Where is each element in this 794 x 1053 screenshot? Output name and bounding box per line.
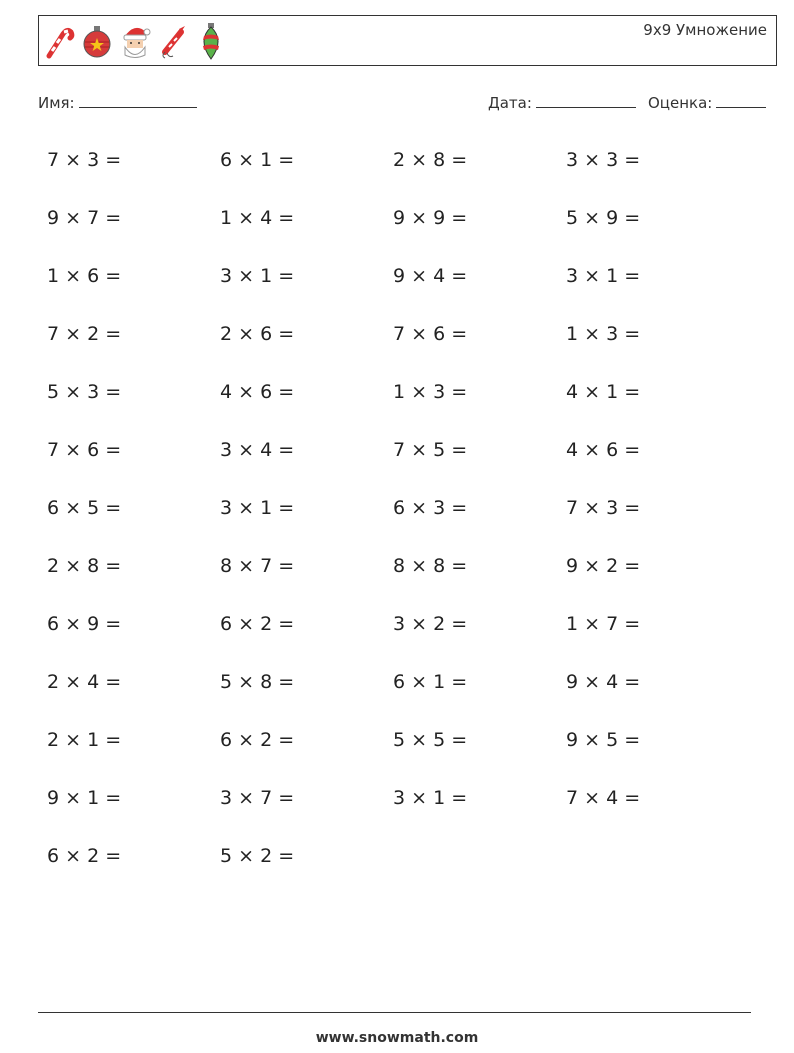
problem-item: 2 × 1 = [47,729,122,751]
name-blank[interactable] [79,94,197,108]
name-label: Имя: [38,94,75,112]
score-label: Оценка: [648,94,713,112]
problem-item: 3 × 1 = [220,265,295,287]
problem-item: 5 × 3 = [47,381,122,403]
footer-url: www.snowmath.com [315,1030,479,1046]
problem-item: 1 × 7 = [566,613,641,635]
header-icons [43,20,227,62]
problem-item: 9 × 4 = [566,671,641,693]
candy-cane-icon [43,22,75,60]
problem-item: 1 × 4 = [220,207,295,229]
problem-item: 3 × 4 = [220,439,295,461]
problem-item: 5 × 9 = [566,207,641,229]
problem-item: 2 × 6 = [220,323,295,345]
problem-item: 1 × 3 = [566,323,641,345]
problem-item: 9 × 1 = [47,787,122,809]
problem-item: 3 × 2 = [393,613,468,635]
problem-item: 2 × 8 = [47,555,122,577]
problem-item: 6 × 1 = [220,149,295,171]
problem-item: 4 × 6 = [566,439,641,461]
problem-item: 2 × 4 = [47,671,122,693]
date-blank[interactable] [536,94,636,108]
problem-item: 3 × 1 = [566,265,641,287]
striped-ornament-icon [195,22,227,60]
problem-item: 9 × 9 = [393,207,468,229]
ornament-ball-icon [81,22,113,60]
problem-item: 7 × 5 = [393,439,468,461]
problem-item: 1 × 6 = [47,265,122,287]
problem-item: 4 × 6 = [220,381,295,403]
problem-item: 6 × 2 = [220,729,295,751]
problem-item: 7 × 2 = [47,323,122,345]
santa-icon [119,22,151,60]
problem-item: 5 × 2 = [220,845,295,867]
problem-item: 3 × 7 = [220,787,295,809]
problem-item: 4 × 1 = [566,381,641,403]
date-field [488,94,636,112]
problem-item: 7 × 3 = [47,149,122,171]
problem-item: 6 × 9 = [47,613,122,635]
problem-item: 6 × 2 = [47,845,122,867]
problem-item: 7 × 4 = [566,787,641,809]
problem-item: 3 × 1 = [220,497,295,519]
problem-item: 7 × 6 = [393,323,468,345]
problem-item: 9 × 4 = [393,265,468,287]
score-blank[interactable] [716,94,766,108]
problem-item: 6 × 3 = [393,497,468,519]
problem-item: 5 × 8 = [220,671,295,693]
score-field [648,94,766,112]
problem-item: 6 × 1 = [393,671,468,693]
problem-item: 3 × 3 = [566,149,641,171]
problem-item: 3 × 1 = [393,787,468,809]
date-label: Дата: [488,94,532,112]
worksheet-title: 9x9 Умножение [643,21,767,39]
problem-item: 6 × 2 = [220,613,295,635]
problem-item: 1 × 3 = [393,381,468,403]
problem-item: 6 × 5 = [47,497,122,519]
problem-item: 7 × 6 = [47,439,122,461]
footer-divider [38,1012,751,1013]
problem-item: 9 × 5 = [566,729,641,751]
name-field [38,94,197,112]
problem-item: 5 × 5 = [393,729,468,751]
problem-item: 9 × 7 = [47,207,122,229]
firework-rocket-icon [157,22,189,60]
problem-item: 2 × 8 = [393,149,468,171]
problem-item: 8 × 7 = [220,555,295,577]
problem-item: 8 × 8 = [393,555,468,577]
problem-item: 7 × 3 = [566,497,641,519]
problem-item: 9 × 2 = [566,555,641,577]
worksheet-header [38,15,777,66]
